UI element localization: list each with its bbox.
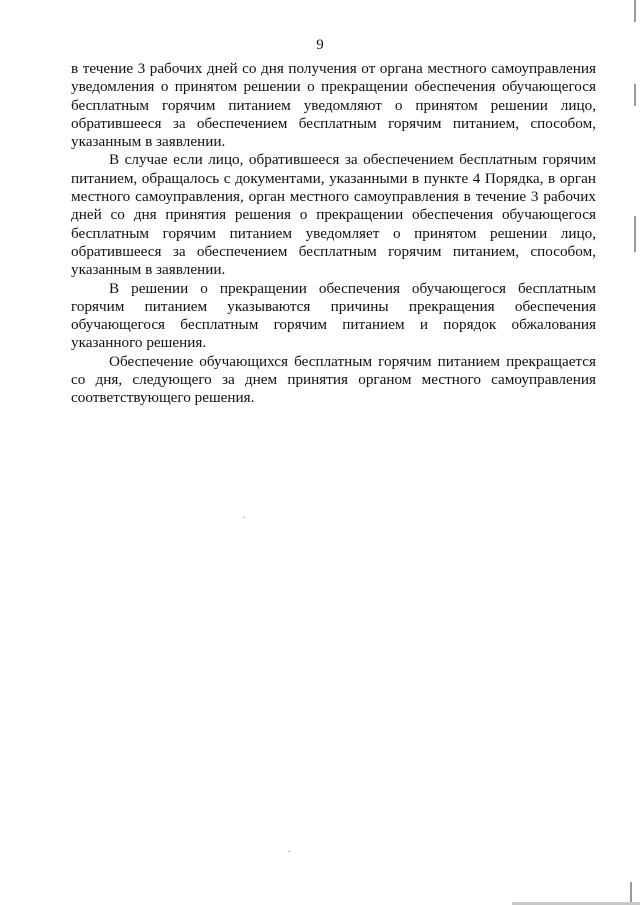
paragraph-2: В случае если лицо, обратившееся за обеспечением бесплатным горячим питанием, обращалось с документами, указанными в пункте 4 Порядка, в орган местного самоуправления, орган местного самоуправления в течение 3 рабочих дней со дня принятия решения о прекращении обеспечения обучающегося бесплатным горячим питанием уведомляет о принятом решении лицо, обратившееся за обеспечением бесплатным горячим питанием, способом, указанным в заявлении. [71, 151, 596, 279]
page-number: 9 [316, 37, 324, 53]
scan-speck [288, 851, 290, 852]
paragraph-4: Обеспечение обучающихся бесплатным горячим питанием прекращается со дня, следующего за днем принятия органом местного самоуправления соответствующего решения. [71, 352, 596, 407]
document-body [71, 60, 596, 408]
scan-edge-mark [634, 0, 636, 22]
scan-edge-mark [634, 84, 636, 106]
scan-speck [243, 517, 245, 518]
paragraph-1: в течение 3 рабочих дней со дня получения от органа местного самоуправления уведомления о принятом решении о прекращении обеспечения обучающегося бесплатным горячим питанием уведомляют о принятом решении лицо, обратившееся за обеспечением бесплатным горячим питанием, способом, указанным в заявлении. [71, 60, 596, 151]
paragraph-3: В решении о прекращении обеспечения обучающегося бесплатным горячим питанием указываются причины прекращения обеспечения обучающегося бесплатным горячим питанием и порядок обжалования указанного решения. [71, 279, 596, 352]
scan-edge-mark [634, 216, 636, 252]
